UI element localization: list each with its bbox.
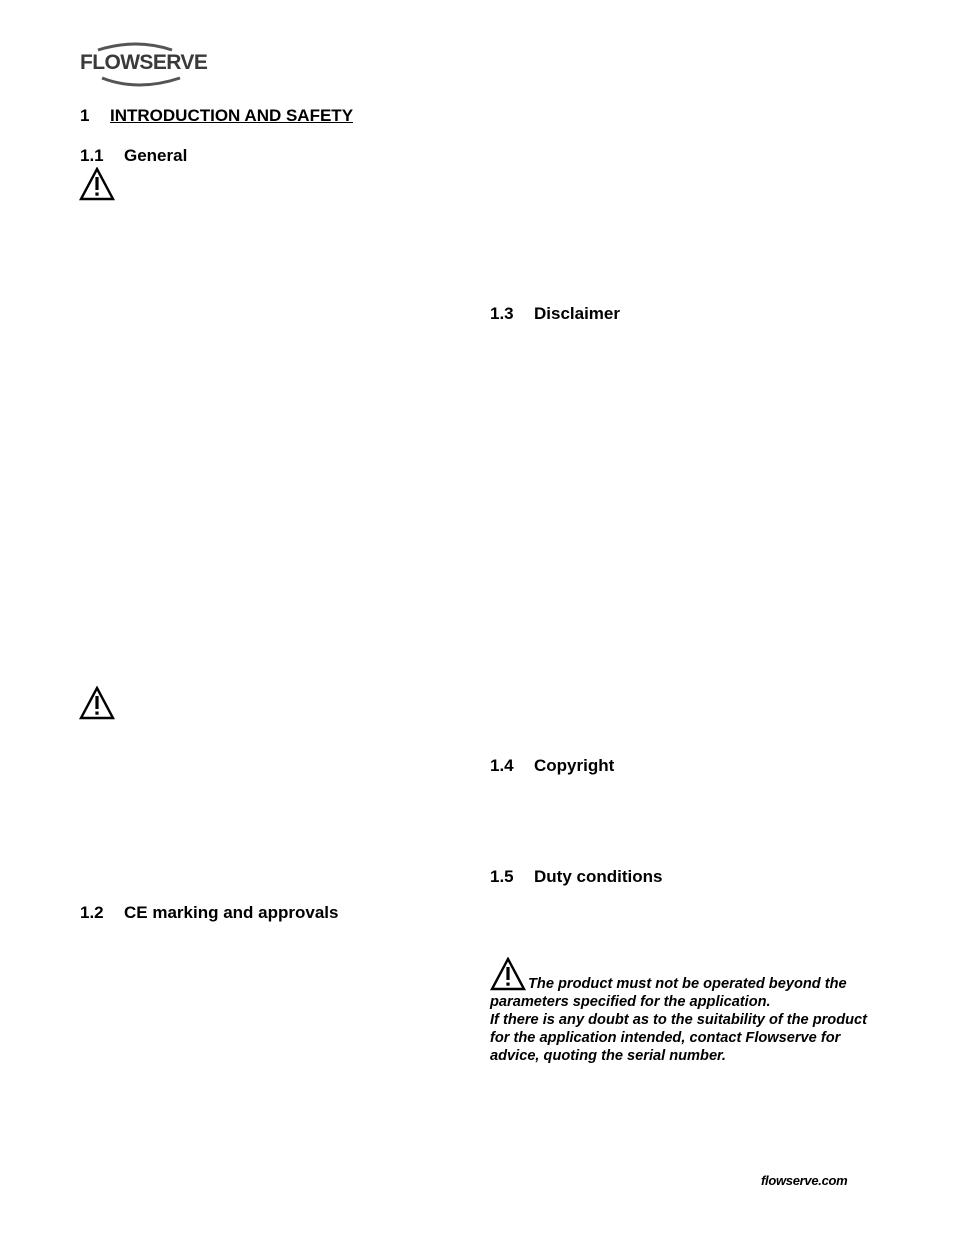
footer-site-link[interactable]: flowserve.com xyxy=(761,1173,848,1188)
duty-conditions-warning xyxy=(490,957,880,1065)
flowserve-logo xyxy=(80,42,208,88)
section-1-heading xyxy=(80,106,353,126)
section-title: CE marking and approvals xyxy=(124,903,339,922)
logo-text: FLOWSERVE xyxy=(80,51,208,74)
section-1-5-heading xyxy=(490,867,662,887)
warning-text-line-2: If there is any doubt as to the suitability of the product for the application intended, contact Flowserve for advice, quoting the serial number. xyxy=(490,1012,868,1064)
section-title: Disclaimer xyxy=(534,304,620,323)
section-title: Copyright xyxy=(534,756,615,775)
section-title: Duty conditions xyxy=(534,867,663,886)
warning-triangle-icon xyxy=(490,957,526,991)
section-title: INTRODUCTION AND SAFETY xyxy=(110,106,354,125)
warning-triangle-icon xyxy=(79,167,115,201)
section-number: 1.1 xyxy=(80,146,104,165)
section-1-2-heading xyxy=(80,903,338,923)
section-1-1-heading xyxy=(80,146,187,166)
section-number: 1 xyxy=(80,106,90,125)
section-1-3-heading xyxy=(490,304,620,324)
warning-text-line-1: The product must not be operated beyond the parameters specified for the application. xyxy=(490,976,847,1010)
section-title: General xyxy=(124,146,188,165)
section-1-4-heading xyxy=(490,756,614,776)
section-number: 1.5 xyxy=(490,867,514,886)
section-number: 1.4 xyxy=(490,756,514,775)
section-number: 1.2 xyxy=(80,903,104,922)
section-number: 1.3 xyxy=(490,304,514,323)
warning-triangle-icon xyxy=(79,686,115,720)
